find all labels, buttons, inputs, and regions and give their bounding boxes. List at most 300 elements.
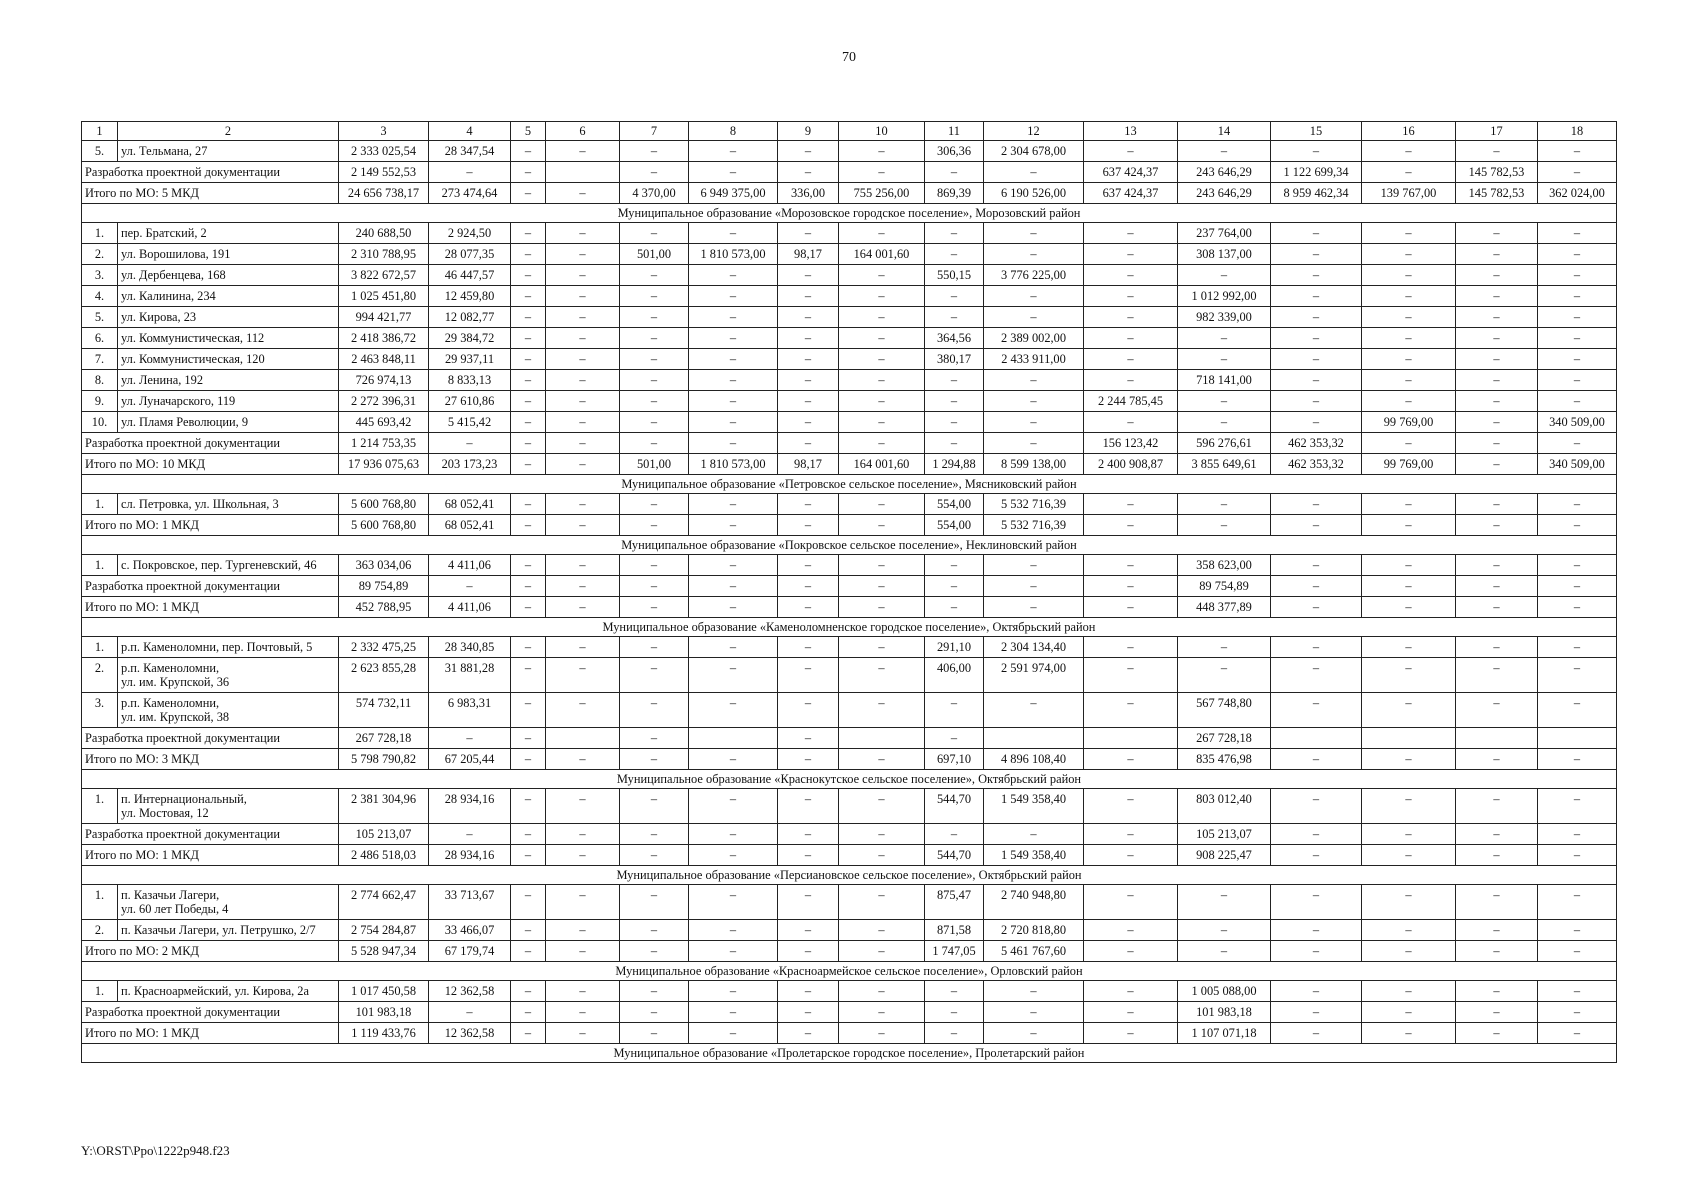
summary-label: Разработка проектной документации: [82, 576, 339, 597]
value-cell: –: [511, 789, 546, 824]
value-cell: –: [511, 349, 546, 370]
municipality-section-row: [82, 770, 1617, 789]
value-cell: 164 001,60: [839, 454, 925, 475]
value-cell: –: [1271, 981, 1362, 1002]
row-number: 1.: [82, 494, 118, 515]
value-cell: –: [1084, 328, 1178, 349]
value-cell: –: [546, 941, 620, 962]
value-cell: –: [689, 328, 778, 349]
value-cell: 6 983,31: [429, 693, 511, 728]
value-cell: –: [1084, 141, 1178, 162]
value-cell: –: [1178, 265, 1271, 286]
column-header: 7: [620, 122, 689, 141]
value-cell: –: [546, 412, 620, 433]
value-cell: –: [620, 555, 689, 576]
value-cell: –: [1456, 244, 1538, 265]
value-cell: –: [1538, 244, 1617, 265]
value-cell: –: [778, 286, 839, 307]
address-cell: с. Покровское, пер. Тургеневский, 46: [118, 555, 339, 576]
value-cell: –: [511, 941, 546, 962]
value-cell: –: [839, 391, 925, 412]
value-cell: –: [511, 555, 546, 576]
value-cell: 4 896 108,40: [984, 749, 1084, 770]
value-cell: 12 459,80: [429, 286, 511, 307]
summary-label: Итого по МО: 5 МКД: [82, 183, 339, 204]
value-cell: –: [546, 597, 620, 618]
value-cell: –: [984, 370, 1084, 391]
value-cell: –: [1362, 433, 1456, 454]
value-cell: –: [546, 391, 620, 412]
value-cell: –: [689, 1023, 778, 1044]
value-cell: –: [546, 328, 620, 349]
value-cell: 637 424,37: [1084, 162, 1178, 183]
value-cell: –: [620, 845, 689, 866]
value-cell: –: [1538, 391, 1617, 412]
value-cell: 2 623 855,28: [339, 658, 429, 693]
address-cell: ул. Ленина, 192: [118, 370, 339, 391]
value-cell: –: [546, 576, 620, 597]
value-cell: –: [689, 162, 778, 183]
value-cell: –: [1362, 637, 1456, 658]
value-cell: –: [1084, 920, 1178, 941]
address-cell: п. Казачьи Лагери, ул. 60 лет Победы, 4: [118, 885, 339, 920]
value-cell: –: [511, 1002, 546, 1023]
value-cell: –: [1538, 749, 1617, 770]
value-cell: –: [689, 749, 778, 770]
value-cell: [689, 728, 778, 749]
value-cell: 28 934,16: [429, 845, 511, 866]
row-number: 4.: [82, 286, 118, 307]
value-cell: –: [778, 515, 839, 536]
value-cell: 67 205,44: [429, 749, 511, 770]
value-cell: –: [839, 597, 925, 618]
value-cell: –: [1456, 1023, 1538, 1044]
value-cell: –: [689, 597, 778, 618]
value-cell: –: [511, 391, 546, 412]
value-cell: –: [546, 223, 620, 244]
value-cell: 1 107 071,18: [1178, 1023, 1271, 1044]
value-cell: –: [511, 576, 546, 597]
value-cell: –: [689, 515, 778, 536]
value-cell: 164 001,60: [839, 244, 925, 265]
value-cell: 755 256,00: [839, 183, 925, 204]
value-cell: 1 005 088,00: [1178, 981, 1271, 1002]
value-cell: –: [1271, 941, 1362, 962]
value-cell: –: [925, 223, 984, 244]
value-cell: –: [1271, 141, 1362, 162]
value-cell: 2 924,50: [429, 223, 511, 244]
value-cell: –: [925, 981, 984, 1002]
value-cell: –: [1538, 597, 1617, 618]
value-cell: –: [511, 749, 546, 770]
value-cell: –: [839, 494, 925, 515]
value-cell: –: [1178, 515, 1271, 536]
value-cell: 12 082,77: [429, 307, 511, 328]
value-cell: –: [1271, 576, 1362, 597]
summary-row: [82, 433, 1617, 454]
value-cell: 5 461 767,60: [984, 941, 1084, 962]
table-row: [82, 286, 1617, 307]
value-cell: –: [778, 981, 839, 1002]
value-cell: 12 362,58: [429, 1023, 511, 1044]
value-cell: –: [1456, 223, 1538, 244]
address-cell: сл. Петровка, ул. Школьная, 3: [118, 494, 339, 515]
value-cell: –: [689, 693, 778, 728]
value-cell: –: [1084, 597, 1178, 618]
value-cell: –: [778, 885, 839, 920]
summary-label: Итого по МО: 10 МКД: [82, 454, 339, 475]
value-cell: 308 137,00: [1178, 244, 1271, 265]
value-cell: –: [620, 941, 689, 962]
table-row: [82, 981, 1617, 1002]
value-cell: –: [839, 370, 925, 391]
value-cell: 2 754 284,87: [339, 920, 429, 941]
value-cell: –: [689, 370, 778, 391]
value-cell: [1084, 728, 1178, 749]
value-cell: –: [1178, 391, 1271, 412]
value-cell: –: [511, 494, 546, 515]
value-cell: –: [1538, 920, 1617, 941]
value-cell: –: [546, 845, 620, 866]
value-cell: –: [839, 1002, 925, 1023]
row-number: 1.: [82, 885, 118, 920]
table-row: [82, 412, 1617, 433]
value-cell: 67 179,74: [429, 941, 511, 962]
value-cell: –: [1271, 920, 1362, 941]
value-cell: –: [511, 265, 546, 286]
value-cell: –: [429, 728, 511, 749]
summary-row: [82, 1023, 1617, 1044]
value-cell: –: [1538, 1002, 1617, 1023]
table-row: [82, 494, 1617, 515]
value-cell: 994 421,77: [339, 307, 429, 328]
value-cell: –: [1538, 576, 1617, 597]
value-cell: –: [778, 941, 839, 962]
value-cell: 101 983,18: [1178, 1002, 1271, 1023]
address-cell: п. Красноармейский, ул. Кирова, 2а: [118, 981, 339, 1002]
value-cell: –: [429, 576, 511, 597]
value-cell: –: [925, 370, 984, 391]
row-number: 1.: [82, 223, 118, 244]
municipality-section-row: [82, 1044, 1617, 1063]
value-cell: –: [546, 433, 620, 454]
value-cell: –: [984, 555, 1084, 576]
value-cell: –: [984, 162, 1084, 183]
value-cell: –: [511, 920, 546, 941]
value-cell: –: [925, 391, 984, 412]
value-cell: 2 381 304,96: [339, 789, 429, 824]
value-cell: 28 077,35: [429, 244, 511, 265]
value-cell: 875,47: [925, 885, 984, 920]
value-cell: 240 688,50: [339, 223, 429, 244]
value-cell: –: [1456, 576, 1538, 597]
value-cell: –: [511, 412, 546, 433]
value-cell: –: [1084, 555, 1178, 576]
value-cell: 89 754,89: [339, 576, 429, 597]
municipality-title: Муниципальное образование «Краснокутское сельское поселение», Октябрьский район: [82, 770, 1617, 789]
value-cell: –: [546, 693, 620, 728]
address-cell: ул. Тельмана, 27: [118, 141, 339, 162]
value-cell: –: [689, 349, 778, 370]
value-cell: –: [1456, 265, 1538, 286]
value-cell: –: [839, 412, 925, 433]
value-cell: 267 728,18: [339, 728, 429, 749]
value-cell: –: [1456, 658, 1538, 693]
value-cell: 3 822 672,57: [339, 265, 429, 286]
value-cell: 99 769,00: [1362, 454, 1456, 475]
value-cell: –: [1538, 981, 1617, 1002]
value-cell: –: [429, 433, 511, 454]
summary-row: [82, 576, 1617, 597]
value-cell: –: [511, 307, 546, 328]
value-cell: –: [1271, 637, 1362, 658]
summary-row: [82, 941, 1617, 962]
value-cell: –: [546, 370, 620, 391]
value-cell: –: [778, 824, 839, 845]
page-number: 70: [842, 50, 856, 65]
value-cell: –: [511, 141, 546, 162]
value-cell: –: [839, 162, 925, 183]
value-cell: –: [546, 981, 620, 1002]
column-header: 13: [1084, 122, 1178, 141]
value-cell: 364,56: [925, 328, 984, 349]
value-cell: –: [1084, 885, 1178, 920]
value-cell: –: [778, 693, 839, 728]
value-cell: –: [1271, 1002, 1362, 1023]
value-cell: –: [620, 981, 689, 1002]
value-cell: –: [839, 555, 925, 576]
summary-label: Разработка проектной документации: [82, 1002, 339, 1023]
row-number: 1.: [82, 637, 118, 658]
value-cell: 363 034,06: [339, 555, 429, 576]
value-cell: –: [778, 307, 839, 328]
address-cell: ул. Коммунистическая, 120: [118, 349, 339, 370]
value-cell: –: [1271, 307, 1362, 328]
row-number: 5.: [82, 307, 118, 328]
value-cell: –: [429, 824, 511, 845]
value-cell: –: [1084, 349, 1178, 370]
value-cell: –: [620, 307, 689, 328]
value-cell: –: [620, 515, 689, 536]
value-cell: –: [1271, 412, 1362, 433]
address-cell: р.п. Каменоломни, пер. Почтовый, 5: [118, 637, 339, 658]
value-cell: 2 333 025,54: [339, 141, 429, 162]
row-number: 1.: [82, 981, 118, 1002]
value-cell: –: [778, 1002, 839, 1023]
value-cell: 237 764,00: [1178, 223, 1271, 244]
value-cell: –: [1362, 391, 1456, 412]
value-cell: –: [1456, 286, 1538, 307]
value-cell: –: [839, 941, 925, 962]
summary-label: Итого по МО: 3 МКД: [82, 749, 339, 770]
address-cell: п. Казачьи Лагери, ул. Петрушко, 2/7: [118, 920, 339, 941]
value-cell: –: [689, 658, 778, 693]
value-cell: –: [778, 391, 839, 412]
table-row: [82, 920, 1617, 941]
municipality-section-row: [82, 866, 1617, 885]
value-cell: –: [1084, 494, 1178, 515]
summary-label: Разработка проектной документации: [82, 162, 339, 183]
summary-label: Разработка проектной документации: [82, 728, 339, 749]
column-header: 16: [1362, 122, 1456, 141]
value-cell: 2 486 518,03: [339, 845, 429, 866]
value-cell: –: [1271, 244, 1362, 265]
value-cell: 462 353,32: [1271, 454, 1362, 475]
value-cell: –: [1362, 576, 1456, 597]
value-cell: –: [839, 845, 925, 866]
value-cell: –: [689, 941, 778, 962]
value-cell: 89 754,89: [1178, 576, 1271, 597]
value-cell: –: [1362, 555, 1456, 576]
value-cell: –: [1362, 328, 1456, 349]
value-cell: 4 411,06: [429, 555, 511, 576]
column-header: 4: [429, 122, 511, 141]
value-cell: –: [1362, 515, 1456, 536]
value-cell: –: [1538, 223, 1617, 244]
column-header: 11: [925, 122, 984, 141]
municipality-section-row: [82, 475, 1617, 494]
value-cell: –: [778, 1023, 839, 1044]
value-cell: –: [1084, 1023, 1178, 1044]
table-row: [82, 637, 1617, 658]
value-cell: –: [511, 658, 546, 693]
value-cell: –: [1362, 286, 1456, 307]
value-cell: –: [1538, 789, 1617, 824]
value-cell: –: [1456, 824, 1538, 845]
municipality-title: Муниципальное образование «Персиановское сельское поселение», Октябрьский район: [82, 866, 1617, 885]
value-cell: 156 123,42: [1084, 433, 1178, 454]
summary-row: [82, 1002, 1617, 1023]
value-cell: –: [1538, 307, 1617, 328]
row-number: 3.: [82, 265, 118, 286]
value-cell: –: [1271, 824, 1362, 845]
value-cell: 2 720 818,80: [984, 920, 1084, 941]
value-cell: –: [1456, 370, 1538, 391]
value-cell: –: [1271, 328, 1362, 349]
value-cell: –: [1084, 824, 1178, 845]
value-cell: –: [839, 307, 925, 328]
summary-row: [82, 597, 1617, 618]
value-cell: –: [546, 265, 620, 286]
value-cell: 5 415,42: [429, 412, 511, 433]
value-cell: –: [778, 920, 839, 941]
value-cell: –: [839, 576, 925, 597]
row-number: 7.: [82, 349, 118, 370]
value-cell: [546, 728, 620, 749]
value-cell: 1 214 753,35: [339, 433, 429, 454]
value-cell: 243 646,29: [1178, 183, 1271, 204]
value-cell: –: [1178, 941, 1271, 962]
column-header: 10: [839, 122, 925, 141]
value-cell: 550,15: [925, 265, 984, 286]
value-cell: –: [984, 433, 1084, 454]
value-cell: –: [1084, 576, 1178, 597]
value-cell: –: [1362, 885, 1456, 920]
summary-label: Итого по МО: 1 МКД: [82, 845, 339, 866]
value-cell: –: [620, 265, 689, 286]
value-cell: –: [925, 433, 984, 454]
value-cell: –: [620, 162, 689, 183]
value-cell: –: [1538, 555, 1617, 576]
value-cell: –: [839, 433, 925, 454]
column-header: 15: [1271, 122, 1362, 141]
value-cell: 145 782,53: [1456, 183, 1538, 204]
value-cell: 1 810 573,00: [689, 244, 778, 265]
value-cell: –: [1178, 920, 1271, 941]
value-cell: –: [839, 824, 925, 845]
value-cell: –: [1362, 920, 1456, 941]
row-number: 3.: [82, 693, 118, 728]
value-cell: –: [778, 433, 839, 454]
row-number: 10.: [82, 412, 118, 433]
address-cell: п. Интернациональный, ул. Мостовая, 12: [118, 789, 339, 824]
value-cell: –: [1362, 824, 1456, 845]
value-cell: –: [511, 244, 546, 265]
value-cell: –: [620, 637, 689, 658]
value-cell: –: [1456, 494, 1538, 515]
value-cell: –: [839, 286, 925, 307]
value-cell: 5 600 768,80: [339, 494, 429, 515]
footer-file-path: Y:\ORST\Ppo\1222p948.f23: [81, 1143, 230, 1158]
value-cell: –: [1084, 789, 1178, 824]
value-cell: –: [1362, 693, 1456, 728]
summary-label: Итого по МО: 1 МКД: [82, 597, 339, 618]
value-cell: 2 149 552,53: [339, 162, 429, 183]
value-cell: –: [1084, 845, 1178, 866]
value-cell: 982 339,00: [1178, 307, 1271, 328]
value-cell: –: [1362, 223, 1456, 244]
value-cell: 448 377,89: [1178, 597, 1271, 618]
value-cell: –: [1084, 637, 1178, 658]
value-cell: 340 509,00: [1538, 412, 1617, 433]
value-cell: –: [1084, 286, 1178, 307]
value-cell: –: [1084, 981, 1178, 1002]
value-cell: 835 476,98: [1178, 749, 1271, 770]
value-cell: –: [546, 515, 620, 536]
value-cell: –: [778, 637, 839, 658]
value-cell: –: [778, 597, 839, 618]
column-header: 9: [778, 122, 839, 141]
value-cell: –: [546, 244, 620, 265]
value-cell: [839, 728, 925, 749]
value-cell: –: [1084, 412, 1178, 433]
value-cell: –: [1271, 789, 1362, 824]
row-number: 1.: [82, 789, 118, 824]
value-cell: –: [511, 223, 546, 244]
municipality-section-row: [82, 204, 1617, 223]
value-cell: –: [689, 920, 778, 941]
value-cell: 445 693,42: [339, 412, 429, 433]
value-cell: –: [546, 885, 620, 920]
value-cell: –: [1362, 789, 1456, 824]
address-cell: ул. Коммунистическая, 112: [118, 328, 339, 349]
value-cell: 1 122 699,34: [1271, 162, 1362, 183]
value-cell: 99 769,00: [1362, 412, 1456, 433]
value-cell: –: [689, 286, 778, 307]
municipality-section-row: [82, 536, 1617, 555]
value-cell: 358 623,00: [1178, 555, 1271, 576]
value-cell: –: [925, 1002, 984, 1023]
value-cell: –: [778, 728, 839, 749]
value-cell: 544,70: [925, 789, 984, 824]
row-number: 2.: [82, 920, 118, 941]
value-cell: 2 591 974,00: [984, 658, 1084, 693]
value-cell: 362 024,00: [1538, 183, 1617, 204]
value-cell: 380,17: [925, 349, 984, 370]
value-cell: –: [511, 515, 546, 536]
value-cell: 29 937,11: [429, 349, 511, 370]
value-cell: –: [839, 749, 925, 770]
